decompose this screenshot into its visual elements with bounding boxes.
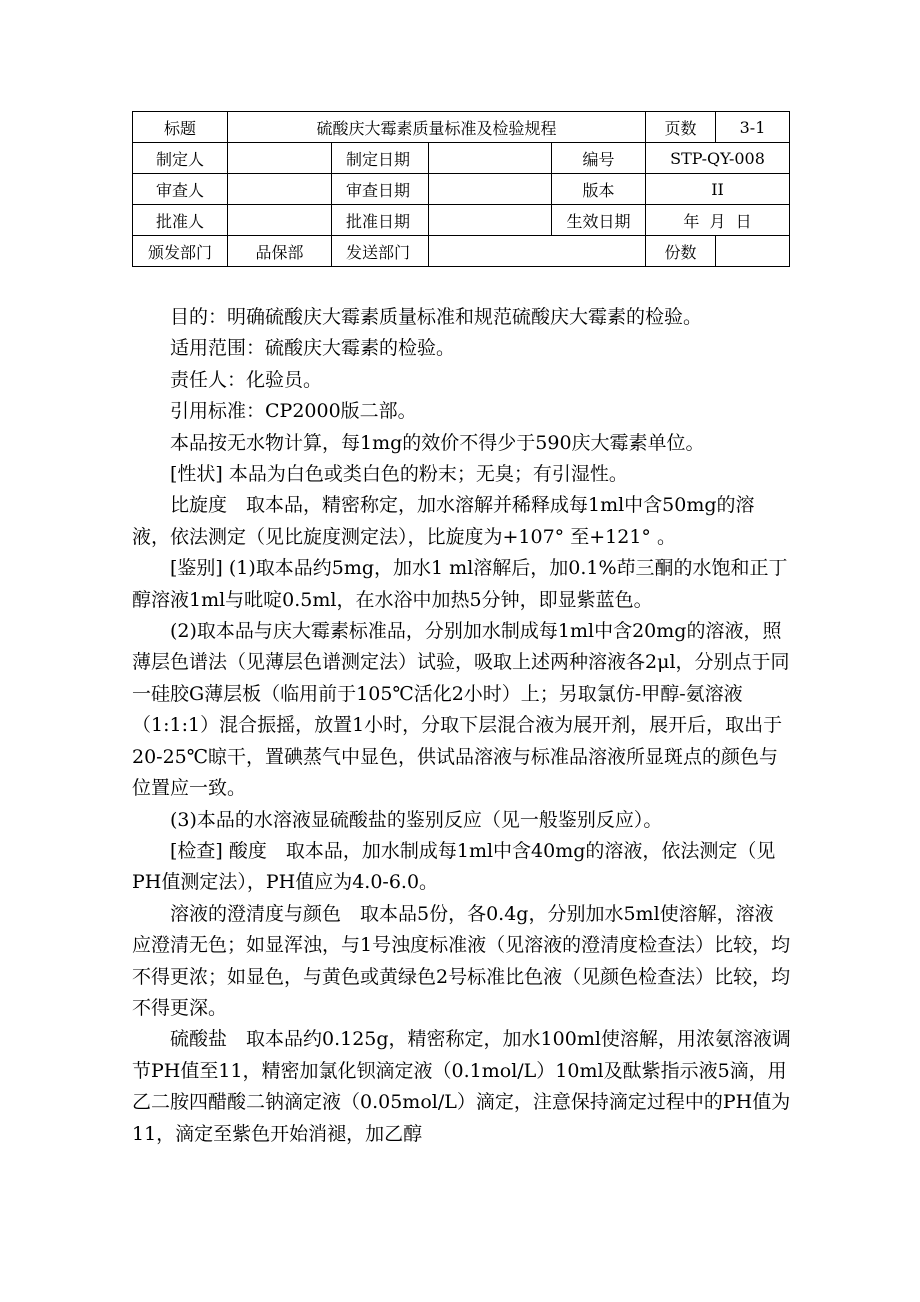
send-dept-label: 发送部门 <box>332 236 429 267</box>
title-value: 硫酸庆大霉素质量标准及检验规程 <box>228 112 646 143</box>
copies-label: 份数 <box>646 236 716 267</box>
pages-value: 3-1 <box>716 112 790 143</box>
identification-1-paragraph: [鉴别] (1)取本品约5mg，加水1 ml溶解后，加0.1%茚三酮的水饱和正丁醇溶液1ml与吡啶0.5ml，在水浴中加热5分钟，即显紫蓝色。 <box>132 557 788 611</box>
description-paragraph: [性状] 本品为白色或类白色的粉末；无臭；有引湿性。 <box>170 463 628 486</box>
author-date-label: 制定日期 <box>332 143 429 174</box>
document-header-table <box>132 111 790 267</box>
reference-paragraph: 引用标准：CP2000版二部。 <box>170 400 417 423</box>
review-date-label: 审查日期 <box>332 174 429 205</box>
effective-date-label: 生效日期 <box>552 205 646 236</box>
potency-paragraph: 本品按无水物计算，每1mg的效价不得少于590庆大霉素单位。 <box>170 431 705 454</box>
document-body <box>132 302 792 1150</box>
clarity-color-paragraph: 溶液的澄清度与颜色 取本品5份，各0.4g，分别加水5ml使溶解，溶液应澄清无色；如显浑浊，与1号浊度标准液（见溶液的澄清度检查法）比较，均不得更浓；如显色，与黄色或黄绿色2号标准比色液（见颜色检查法）比较，均不得更深。 <box>132 902 791 1019</box>
approver-value <box>228 205 332 236</box>
reviewer-value <box>228 174 332 205</box>
title-label: 标题 <box>133 112 228 143</box>
send-dept-value <box>429 236 646 267</box>
reviewer-label: 审查人 <box>133 174 228 205</box>
author-label: 制定人 <box>133 143 228 174</box>
approve-date-label: 批准日期 <box>332 205 429 236</box>
copies-value <box>716 236 790 267</box>
purpose-paragraph: 目的：明确硫酸庆大霉素质量标准和规范硫酸庆大霉素的检验。 <box>170 306 703 328</box>
scope-paragraph: 适用范围：硫酸庆大霉素的检验。 <box>170 337 456 360</box>
version-label: 版本 <box>552 174 646 205</box>
header-row-reviewer <box>133 174 790 205</box>
approver-label: 批准人 <box>133 205 228 236</box>
approve-date-value <box>429 205 552 236</box>
header-row-department <box>133 236 790 267</box>
acidity-paragraph: [检查] 酸度 取本品，加水制成每1ml中含40mg的溶液，依法测定（见PH值测定法），PH值应为4.0-6.0。 <box>132 839 776 894</box>
code-label: 编号 <box>552 143 646 174</box>
author-value <box>228 143 332 174</box>
review-date-value <box>429 174 552 205</box>
specific-rotation-paragraph: 比旋度 取本品，精密称定，加水溶解并稀释成每1ml中含50mg的溶液，依法测定（见比旋度测定法），比旋度为+107° 至+121° 。 <box>132 494 755 548</box>
effective-date-value: 年 月 日 <box>646 205 790 236</box>
identification-3-paragraph: (3)本品的水溶液显硫酸盐的鉴别反应（见一般鉴别反应）。 <box>170 808 663 831</box>
sulfate-paragraph: 硫酸盐 取本品约0.125g，精密称定，加水100ml使溶解，用浓氨溶液调节PH值至11，精密加氯化钡滴定液（0.1mol/L）10ml及酞紫指示液5滴，用乙二胺四醋酸二钠滴定液（0.05mol/L）滴定，注意保持滴定过程中的PH值为11，滴定至紫色开始消褪，加乙醇 <box>132 1028 791 1145</box>
header-row-title <box>133 112 790 143</box>
header-row-approver <box>133 205 790 236</box>
issue-dept-value: 品保部 <box>228 236 332 267</box>
code-value: STP-QY-008 <box>646 143 790 174</box>
responsible-paragraph: 责任人：化验员。 <box>170 368 323 391</box>
header-row-author <box>133 143 790 174</box>
author-date-value <box>429 143 552 174</box>
issue-dept-label: 颁发部门 <box>133 236 228 267</box>
version-value: II <box>646 174 790 205</box>
identification-2-paragraph: (2)取本品与庆大霉素标准品，分别加水制成每1ml中含20mg的溶液，照薄层色谱法（见薄层色谱测定法）试验，吸取上述两种溶液各2μl，分别点于同一硅胶G薄层板（临用前于105℃活化2小时）上；另取氯仿-甲醇-氨溶液（1:1:1）混合振摇，放置1小时，分取下层混合液为展开剂，展开后，取出于20-25℃晾干，置碘蒸气中显色，供试品溶液与标准品溶液所显斑点的颜色与位置应一致。 <box>132 620 790 800</box>
pages-label: 页数 <box>646 112 716 143</box>
